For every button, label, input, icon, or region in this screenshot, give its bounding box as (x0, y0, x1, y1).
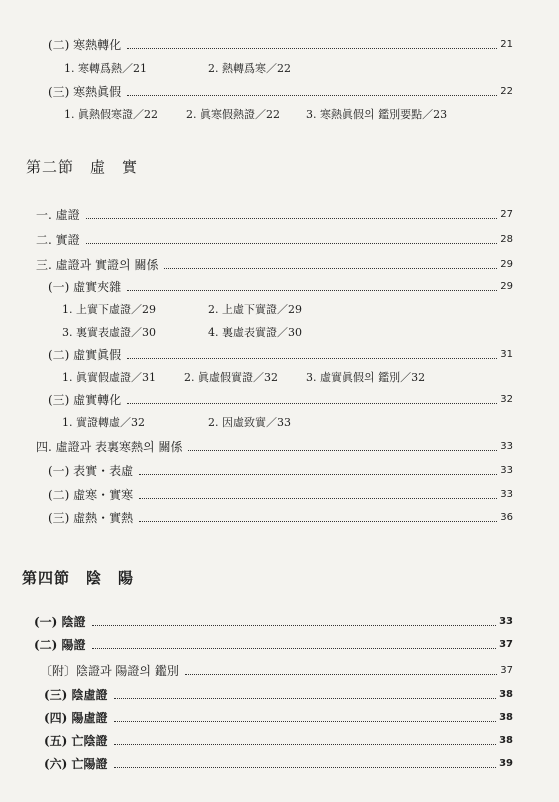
toc-entry[interactable] (34, 638, 513, 652)
subentry: 1. 眞實假虛證／31 (62, 371, 156, 384)
leader-dots (127, 94, 497, 96)
page-number: 36 (500, 512, 513, 523)
subentry: 3. 虛實眞假의 鑑別／32 (306, 371, 426, 384)
toc-entry[interactable] (36, 208, 513, 222)
toc-entry[interactable] (48, 393, 513, 407)
leader-dots (92, 647, 497, 649)
page-number: 39 (499, 758, 513, 769)
leader-dots (114, 720, 497, 722)
section-heading: 第四節 陰 陽 (22, 569, 135, 587)
page-number: 31 (500, 349, 513, 360)
page-number: 21 (500, 39, 513, 50)
page-number: 33 (499, 616, 513, 627)
toc-entry[interactable] (36, 258, 513, 272)
toc-entry[interactable] (36, 233, 513, 247)
entry-label: (四) 陽虛證 (44, 711, 108, 725)
entry-label: (二) 虛實眞假 (48, 348, 122, 362)
toc-entry[interactable] (48, 38, 513, 52)
leader-dots (127, 357, 497, 359)
page-number: 38 (499, 735, 513, 746)
page-number: 33 (500, 489, 513, 500)
toc-entry[interactable] (48, 464, 513, 478)
entry-label: (三) 寒熱眞假 (48, 85, 122, 99)
leader-dots (139, 520, 497, 522)
entry-label: (五) 亡陰證 (44, 734, 108, 748)
page-number: 38 (499, 712, 513, 723)
leader-dots (164, 267, 497, 269)
entry-label: (三) 虛熱・實熱 (48, 511, 134, 525)
entry-label: (三) 陰虛證 (44, 688, 108, 702)
leader-dots (114, 766, 497, 768)
subentry: 2. 上虛下實證／29 (208, 303, 302, 316)
entry-label: (二) 寒熱轉化 (48, 38, 122, 52)
page-number: 28 (500, 234, 513, 245)
subentry: 3. 寒熱眞假의 鑑別要點／23 (306, 108, 448, 121)
toc-entry[interactable] (40, 664, 513, 678)
entry-label: 〔附〕陰證과 陽證의 鑑別 (40, 664, 179, 678)
entry-label: (一) 表實・表虛 (48, 464, 134, 478)
leader-dots (127, 289, 497, 291)
entry-label: (二) 陽證 (34, 638, 86, 652)
page-number: 33 (500, 465, 513, 476)
leader-dots (127, 47, 497, 49)
page-number: 37 (499, 639, 513, 650)
subentry: 3. 裏實表虛證／30 (62, 326, 156, 339)
subentry: 1. 寒轉爲熱／21 (64, 62, 147, 75)
subentry: 2. 因虛致實／33 (208, 416, 291, 429)
page-number: 33 (500, 441, 513, 452)
entry-label: 二. 實證 (36, 233, 80, 247)
leader-dots (127, 402, 497, 404)
entry-label: 一. 虛證 (36, 208, 80, 222)
subentry: 2. 眞寒假熱證／22 (186, 108, 280, 121)
toc-entry[interactable] (34, 615, 513, 629)
toc-entry[interactable] (48, 348, 513, 362)
page-number: 38 (499, 689, 513, 700)
subentry: 2. 眞虛假實證／32 (184, 371, 278, 384)
entry-label: 四. 虛證과 表裏寒熱의 關係 (36, 440, 183, 454)
entry-label: (三) 虛實轉化 (48, 393, 122, 407)
toc-entry[interactable] (48, 511, 513, 525)
page-number: 37 (500, 665, 513, 676)
page-number: 29 (500, 259, 513, 270)
subentry: 1. 實證轉虛／32 (62, 416, 145, 429)
subentry: 2. 熱轉爲寒／22 (208, 62, 291, 75)
entry-label: (一) 陰證 (34, 615, 86, 629)
leader-dots (139, 497, 497, 499)
toc-entry[interactable] (44, 734, 513, 748)
leader-dots (86, 242, 498, 244)
leader-dots (114, 743, 497, 745)
page-number: 29 (500, 281, 513, 292)
toc-entry[interactable] (48, 280, 513, 294)
leader-dots (92, 624, 497, 626)
page-number: 22 (500, 86, 513, 97)
subentry: 1. 上實下虛證／29 (62, 303, 156, 316)
entry-label: (一) 虛實夾雜 (48, 280, 122, 294)
toc-entry[interactable] (48, 85, 513, 99)
leader-dots (139, 473, 497, 475)
toc-entry[interactable] (44, 757, 513, 771)
leader-dots (86, 217, 498, 219)
toc-entry[interactable] (44, 688, 513, 702)
toc-entry[interactable] (44, 711, 513, 725)
subentry: 4. 裏虛表實證／30 (208, 326, 302, 339)
toc-entry[interactable] (48, 488, 513, 502)
leader-dots (185, 673, 497, 675)
entry-label: (二) 虛寒・實寒 (48, 488, 134, 502)
page-number: 27 (500, 209, 513, 220)
toc-entry[interactable] (36, 440, 513, 454)
subentry: 1. 眞熱假寒證／22 (64, 108, 158, 121)
entry-label: 三. 虛證과 實證의 關係 (36, 258, 159, 272)
leader-dots (114, 697, 497, 699)
page-number: 32 (500, 394, 513, 405)
leader-dots (188, 449, 497, 451)
entry-label: (六) 亡陽證 (44, 757, 108, 771)
section-heading: 第二節 虛 實 (26, 158, 139, 176)
